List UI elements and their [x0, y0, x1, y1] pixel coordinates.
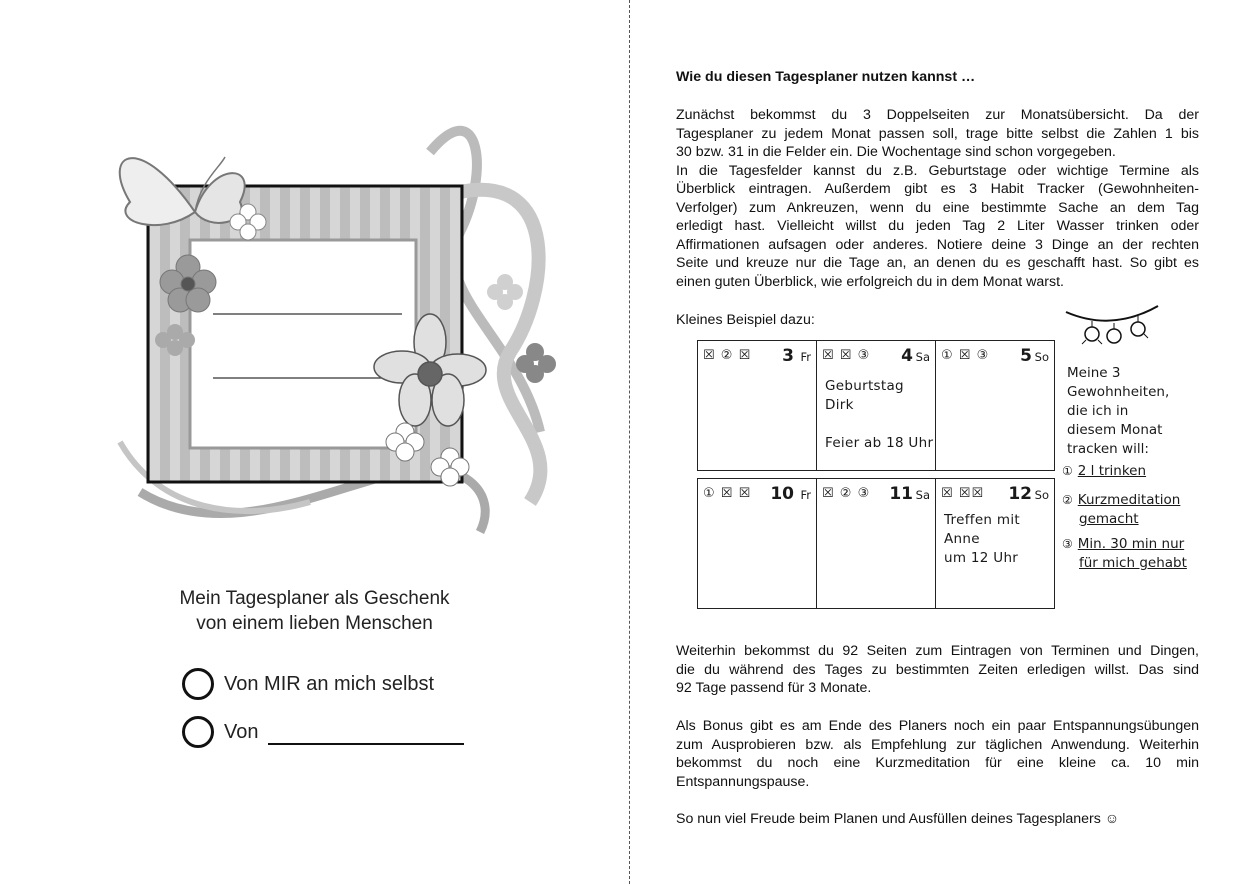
option-from	[182, 716, 464, 748]
day-number: 12	[1008, 484, 1032, 504]
text-line: Entspannungspause.	[676, 773, 810, 790]
habit-marks: ① ☒ ☒	[703, 486, 752, 501]
closing-line: So nun viel Freude beim Planen und Ausfüllen deines Tagesplaners ☺	[676, 811, 1120, 827]
text-line: 30 bzw. 31 in die Felder ein. Die Wochentage sind schon vorgegeben.	[676, 144, 1116, 160]
option-from-checkbox[interactable]	[182, 716, 214, 748]
weekday: So	[1034, 350, 1049, 364]
option-self-label: Von MIR an mich selbst	[224, 672, 435, 695]
example-day-cell	[698, 479, 817, 608]
day-number: 3	[782, 346, 794, 366]
gift-title-line1: Mein Tagesplaner als Geschenk	[179, 588, 450, 609]
text-line: erledigt hast. Vielleicht willst du jeden Tag 2 Liter Wasser trinken oder	[676, 218, 1199, 234]
habit-item: ③ Min. 30 min nur für mich gehabt	[1062, 536, 1187, 571]
example-label: Kleines Beispiel dazu:	[676, 312, 815, 328]
habit-item: ② Kurzmeditation gemacht	[1062, 492, 1181, 527]
text-line: In die Tagesfelder kannst du z.B. Geburtstage oder wichtige Termine als	[676, 162, 1199, 179]
light-bulbs-icon	[1062, 302, 1162, 354]
text-line: die du während des Tages zu bestimmten Zeiten erledigen willst. Das sind	[676, 661, 1199, 678]
gift-title	[0, 586, 629, 636]
text-line: Weiterhin bekommst du 92 Seiten zum Eintragen von Terminen und Dingen,	[676, 643, 1199, 659]
instructions-heading: Wie du diesen Tagesplaner nutzen kannst …	[676, 69, 976, 85]
text-line: Seite und kreuze nur die Tage an, an denen du es geschafft hast. So gibt es	[676, 255, 1199, 271]
intro-paragraph	[676, 106, 1199, 291]
text-line: Als Bonus gibt es am Ende des Planers noch ein paar Entspannungsübungen	[676, 718, 1199, 734]
habit-marks: ① ☒ ③	[941, 348, 990, 363]
habit-marks: ☒ ② ③	[822, 486, 871, 501]
day-number: 11	[889, 484, 913, 504]
weekday: Sa	[915, 350, 930, 364]
example-day-cell	[936, 479, 1054, 608]
pages-paragraph	[676, 642, 1199, 698]
weekday: Sa	[915, 488, 930, 502]
habit-intro: Meine 3 Gewohnheiten, die ich in diesem Monat tracken will:	[1067, 365, 1170, 457]
option-self-checkbox[interactable]	[182, 668, 214, 700]
example-day-cell	[698, 341, 817, 470]
text-line: Überblick eintragen. Außerdem gibt es 3 Habit Tracker (Gewohnheiten-	[676, 181, 1199, 197]
from-name-line[interactable]	[268, 719, 464, 745]
example-week-row	[697, 340, 1055, 471]
bonus-paragraph	[676, 717, 1199, 791]
day-number: 10	[770, 484, 794, 504]
text-line: bekommst du noch eine Kurzmeditation für eine kleine ca. 10 min	[676, 755, 1199, 771]
text-line: Verfolger) zum Ankreuzen, wenn du eine bestimmte Sache an dem Tag	[676, 199, 1199, 216]
day-note: Treffen mit Anne um 12 Uhr	[944, 512, 1020, 566]
example-week-row	[697, 478, 1055, 609]
example-day-cell	[817, 341, 936, 470]
text-line: zum Ausprobieren bzw. als Empfehlung zur täglichen Anwendung. Weiterhin	[676, 736, 1199, 753]
habit-marks: ☒ ② ☒	[703, 348, 752, 363]
day-number: 4	[901, 346, 913, 366]
text-line: einen guten Überblick, wie erfolgreich du in dem Monat warst.	[676, 273, 1064, 290]
frame-illustration	[100, 112, 570, 542]
habit-item: ① 2 l trinken	[1062, 463, 1147, 479]
habit-marks: ☒ ☒ ③	[822, 348, 871, 363]
weekday: Fr	[800, 488, 811, 502]
day-number: 5	[1020, 346, 1032, 366]
day-note: Geburtstag Dirk Feier ab 18 Uhr	[825, 378, 934, 451]
text-line: 92 Tage passend für 3 Monate.	[676, 680, 872, 696]
text-line: Zunächst bekommst du 3 Doppelseiten zur Monatsübersicht. Da der	[676, 107, 1199, 123]
gift-title-line2: von einem lieben Menschen	[196, 613, 433, 634]
weekday: So	[1034, 488, 1049, 502]
text-line: Tagesplaner zu jedem Monat passen soll, trage bitte selbst die Zahlen 1 bis	[676, 125, 1199, 142]
text-line: Affirmationen aufsagen oder anderes. Notiere deine 3 Dinge an der rechten	[676, 236, 1199, 253]
decorative-photo-frame	[100, 112, 570, 542]
example-day-cell	[817, 479, 936, 608]
option-from-label: Von	[224, 720, 259, 743]
example-day-cell	[936, 341, 1054, 470]
option-self	[182, 668, 434, 700]
weekday: Fr	[800, 350, 811, 364]
habit-marks: ☒ ☒☒	[941, 486, 985, 501]
